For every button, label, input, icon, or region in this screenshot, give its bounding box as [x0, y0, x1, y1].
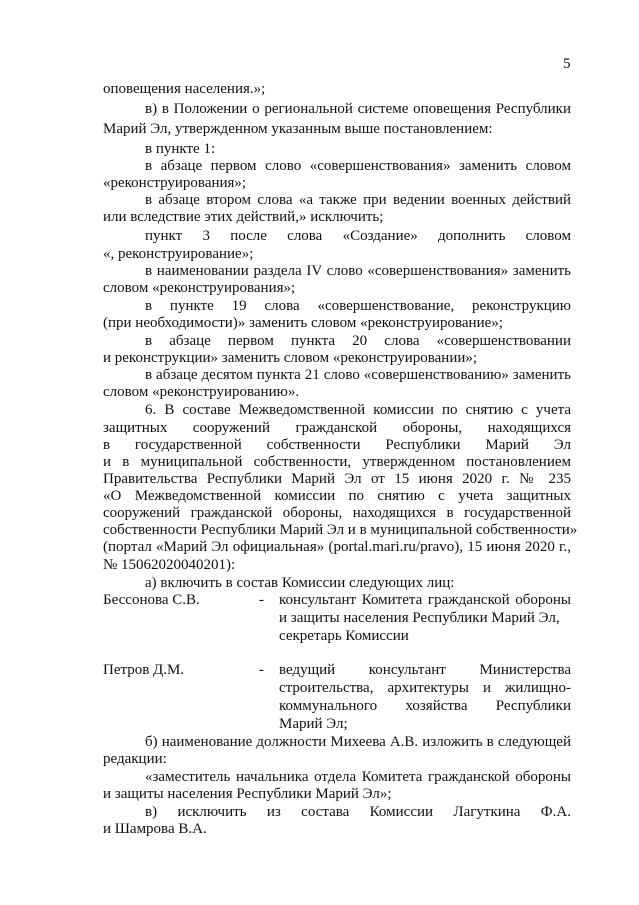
member-position-line: строительства, архитектуры и жилищно-: [279, 680, 571, 696]
text-line: б) наименование должности Михеева А.В. изложить в следующей: [145, 734, 571, 750]
member-dash: -: [259, 592, 264, 608]
text-line: в наименовании раздела IV слово «совершенствования» заменить: [145, 263, 571, 279]
text-line: 6. В составе Межведомственной комиссии по снятию с учета: [145, 402, 571, 418]
text-line: и в муниципальной собственности, утвержденном постановлением: [103, 454, 571, 470]
text-line: словом «реконструированию».: [103, 384, 300, 400]
text-line: «О Межведомственной комиссии по снятию с учета защитных: [103, 488, 571, 504]
text-line: а) включить в состав Комиссии следующих лиц:: [145, 575, 455, 591]
member-dash: -: [259, 662, 264, 678]
text-line: в) исключить из состава Комиссии Лагуткина Ф.А.: [145, 804, 571, 820]
member-position-line: Марий Эл;: [279, 716, 348, 732]
text-line: Марий Эл, утвержденном указанным выше постановлением:: [103, 121, 493, 137]
text-line: и реконструкции» заменить словом «реконструировании»;: [103, 350, 478, 366]
member-position-line: консультант Комитета гражданской обороны: [279, 592, 571, 608]
text-line: в пункте 1:: [145, 141, 216, 157]
text-line: сооружений гражданской обороны, находящихся в государственной: [103, 505, 571, 521]
page-number: 5: [563, 56, 571, 72]
text-line: «заместитель начальника отдела Комитета гражданской обороны: [145, 769, 571, 785]
text-line: в пункте 19 слова «совершенствование, реконструкцию: [145, 298, 571, 314]
text-line: оповещения населения.»;: [103, 81, 266, 97]
text-line: № 15062020040201):: [103, 557, 236, 573]
text-line: в) в Положении о региональной системе оповещения Республики: [145, 101, 571, 117]
member-name: Петров Д.М.: [103, 662, 185, 678]
text-line: и защиты населения Республики Марий Эл»;: [103, 786, 392, 802]
text-line: «, реконструирование»;: [103, 246, 254, 262]
member-position-line: и защиты населения Республики Марий Эл,: [279, 610, 560, 626]
text-line: Правительства Республики Марий Эл от 15 июня 2020 г. № 235: [103, 471, 571, 487]
text-line: пункт 3 после слова «Создание» дополнить словом: [145, 228, 571, 244]
member-position-line: коммунального хозяйства Республики: [279, 698, 571, 714]
text-line: (портал «Марий Эл официальная» (portal.mari.ru/pravo), 15 июня 2020 г.,: [103, 539, 571, 555]
text-line: защитных сооружений гражданской обороны, находящихся: [103, 420, 571, 436]
member-position-line: ведущий консультант Министерства: [279, 662, 571, 678]
member-name: Бессонова С.В.: [103, 592, 200, 608]
member-position-line: секретарь Комиссии: [279, 628, 409, 644]
text-line: собственности Республики Марий Эл и в муниципальной собственности»: [103, 522, 578, 538]
text-line: (при необходимости)» заменить словом «реконструирование»;: [103, 315, 503, 331]
text-line: и Шамрова В.А.: [103, 821, 207, 837]
text-line: в абзаце втором слова «а также при ведении военных действий: [145, 192, 571, 208]
text-line: словом «реконструирования»;: [103, 280, 296, 296]
text-line: в абзаце первом пункта 20 слова «совершенствовании: [145, 333, 571, 349]
text-line: или вследствие этих действий,» исключить;: [103, 209, 384, 225]
text-line: «реконструирования»;: [103, 175, 247, 191]
text-line: редакции:: [103, 751, 167, 767]
text-line: в абзаце первом слово «совершенствования» заменить словом: [145, 158, 571, 174]
text-line: в государственной собственности Республики Марий Эл: [103, 437, 571, 453]
text-line: в абзаце десятом пункта 21 слово «совершенствованию» заменить: [145, 367, 571, 383]
